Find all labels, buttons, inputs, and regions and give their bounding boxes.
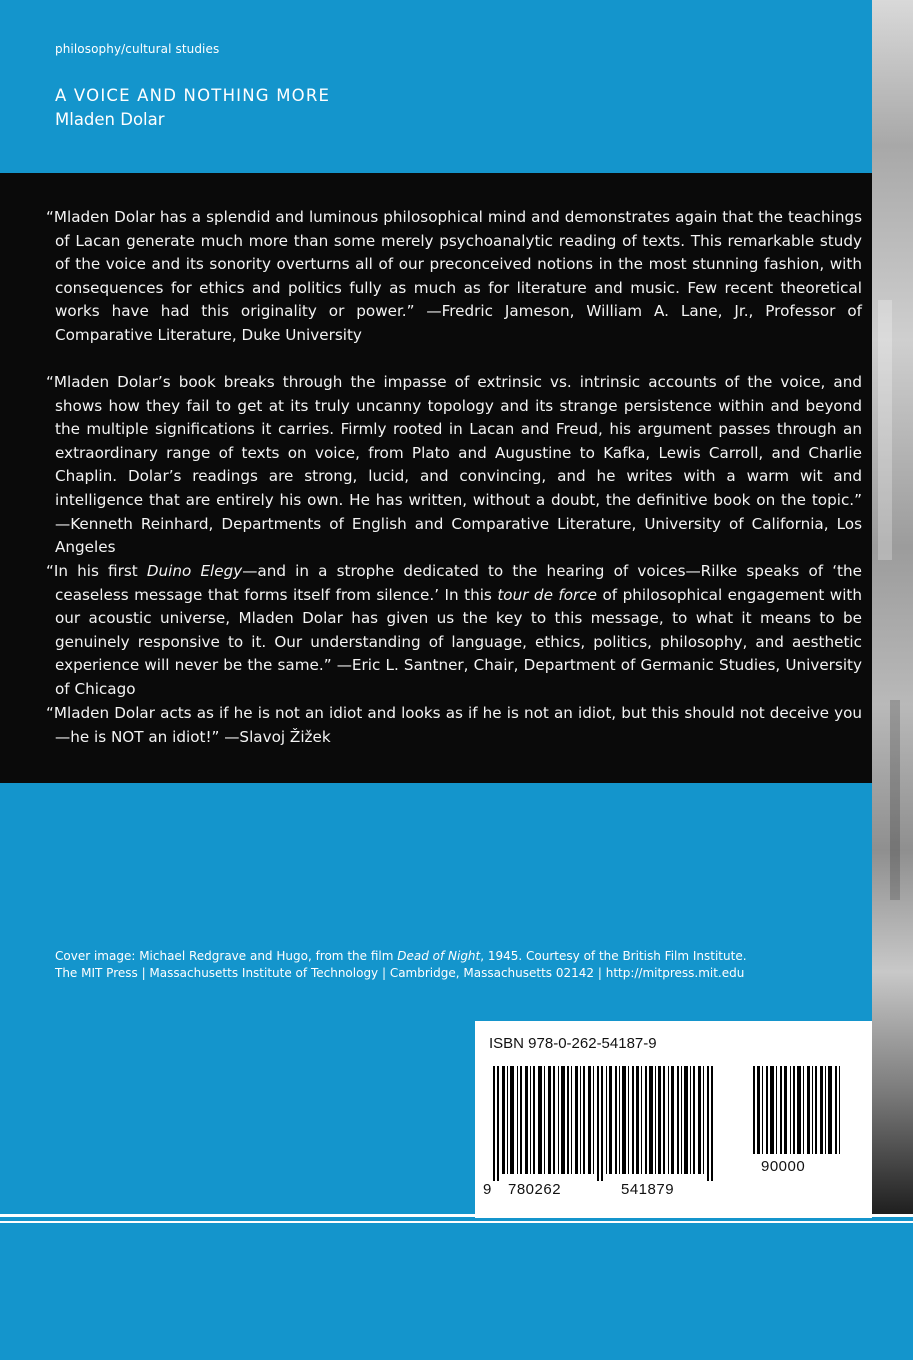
image-credit-film: Dead of Night [397, 949, 481, 963]
credits [55, 948, 845, 982]
blurb-santner [46, 560, 862, 702]
ean13-barcode [491, 1066, 741, 1181]
image-credit [55, 948, 845, 965]
barcode-left-digits: 780262 [508, 1181, 562, 1198]
header-block [0, 0, 872, 173]
blurb-santner-italic1: Duino Elegy [146, 562, 243, 580]
blurb-santner-part1: “In his first [46, 562, 147, 580]
blurb-santner-part2: —and in a strophe dedicated to the hearing of voices—Rilke speaks of ‘the ceaseless message that forms itself from silence.’ In this [55, 562, 862, 604]
blurb-santner-part3: of philosophical engagement with our acoustic universe, Mladen Dolar has given us the key to this message, to what it means to be genuinely responsive to it. Our understanding of language, ethics, politics, philosophy, and aesthetic experience will never be the same.” —Eric L. Santner, Chair, Department of Germanic Studies, University of Chicago [55, 585, 863, 698]
image-credit-prefix: Cover image: Michael Redgrave and Hugo, from the film [55, 949, 398, 963]
image-credit-suffix: , 1945. Courtesy of the British Film Institute. [480, 949, 747, 963]
blurb-jameson: “Mladen Dolar has a splendid and luminous philosophical mind and demonstrates again that the teachings of Lacan generate much more than some merely psychoanalytic reading of texts. This remarkable study of the voice and its sonority overturns all of our preconceived notions in the most stunning fashion, with consequences for ethics and politics fully as much as for literature and music. Few recent theoretical works have had this originality or power.” —Fredric Jameson, William A. Lane, Jr., Professor of Comparative Literature, Duke University [46, 208, 862, 344]
cover-photo-edge [872, 0, 913, 1215]
publisher-line: The MIT Press | Massachusetts Institute of Technology | Cambridge, Massachusetts 02142 | http://mitpress.mit.edu [55, 966, 745, 980]
divider-stripe-bottom [0, 1221, 913, 1223]
barcode-box [475, 1021, 872, 1218]
book-title: A VOICE AND NOTHING MORE [55, 86, 331, 105]
isbn-label: ISBN 978-0-262-54187-9 [489, 1035, 657, 1052]
blurb-panel [0, 173, 872, 783]
photo-highlight [878, 300, 892, 560]
blurb-reinhard: “Mladen Dolar’s book breaks through the impasse of extrinsic vs. intrinsic accounts of the voice, and shows how they fail to get at its truly uncanny topology and its strange persistence within and beyond the multiple significations it carries. Firmly rooted in Lacan and Freud, his argument passes through an extraordinary range of texts on voice, from Plato and Augustine to Kafka, Lewis Carroll, and Charlie Chaplin. Dolar’s readings are strong, lucid, and convincing, and he writes with a warm wit and intelligence that are entirely his own. He has written, without a doubt, the definitive book on the topic.” —Kenneth Reinhard, Departments of English and Comparative Literature, University of California, Los Angeles [46, 373, 862, 557]
category-label: philosophy/cultural studies [55, 42, 220, 56]
barcode-right-digits: 541879 [621, 1181, 675, 1198]
book-author: Mladen Dolar [55, 110, 165, 129]
blurb-zizek: “Mladen Dolar acts as if he is not an idiot and looks as if he is not an idiot, but this should not deceive you—he is NOT an idiot!” —Slavoj Žižek [46, 704, 862, 746]
barcode-lead-digit: 9 [483, 1181, 492, 1198]
divider-stripe-top [0, 1214, 913, 1217]
blurb-santner-italic2: tour de force [497, 585, 597, 604]
barcode-addon-digits: 90000 [761, 1158, 806, 1175]
addon-barcode [751, 1066, 851, 1154]
photo-shadow [890, 700, 900, 900]
